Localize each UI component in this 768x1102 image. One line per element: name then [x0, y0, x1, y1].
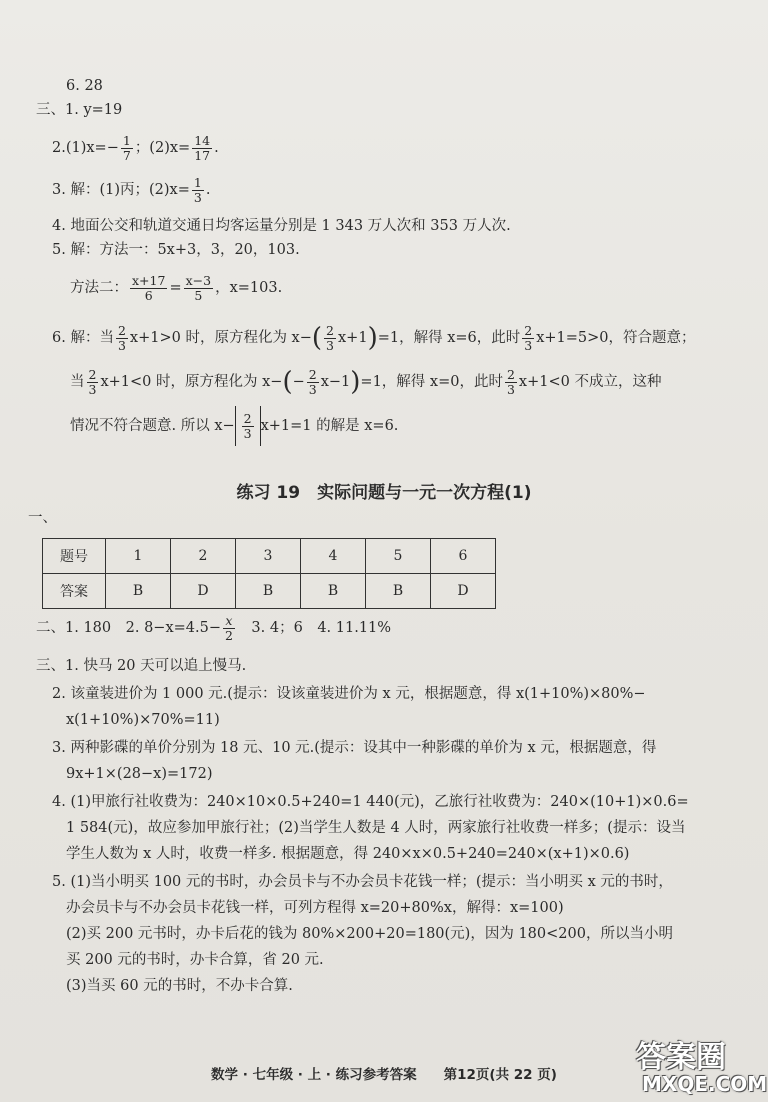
- table-cell: 4: [301, 539, 366, 574]
- section-one-label: 一、: [28, 510, 57, 526]
- section-three-q3: 3. 两种影碟的单价分别为 18 元、10 元.(提示：设其中一种影碟的单价为 x 元，根据题意，得: [52, 740, 657, 756]
- watermark-url: MXQE.COM: [642, 1072, 768, 1096]
- table-cell: 5: [366, 539, 431, 574]
- section-three-q2-cont: x(1+10%)×70%=11): [66, 712, 220, 728]
- table-cell: B: [301, 574, 366, 609]
- item-3-1: 三、1. y=19: [36, 102, 123, 118]
- watermark-logo: [636, 1032, 768, 1096]
- section-three-q4: 4. (1)甲旅行社收费为：240×10×0.5+240=1 440(元)，乙旅行社收费为：240×(10+1)×0.6=: [52, 794, 689, 810]
- section-three-q2: 2. 该童装进价为 1 000 元.(提示：设该童装进价为 x 元，根据题意，得 x(1+10%)×80%−: [52, 686, 646, 702]
- item-3-6-line1: 6. 解：当 $\frac{2}{3}$ x+1>0 时，原方程化为 x−( $\frac{2}{3}$ x+1)=1，解得 x=6，此时 $\frac{2}{3}$ x+1=5>0，符合题意；: [52, 322, 696, 353]
- table-row: [43, 574, 496, 609]
- item-3-3: 3. 解：(1)丙；(2)x= $\frac{1}{3}$ .: [52, 174, 211, 205]
- table-cell: B: [236, 574, 301, 609]
- table-cell: B: [366, 574, 431, 609]
- table-cell: 题号: [43, 539, 106, 574]
- table-cell: B: [106, 574, 171, 609]
- page-footer: 数学 · 七年级 · 上 · 练习参考答案 第12页(共 22 页): [211, 1067, 557, 1083]
- table-cell: D: [171, 574, 236, 609]
- table-cell: 答案: [43, 574, 106, 609]
- section-three-q3-cont: 9x+1×(28−x)=172): [66, 766, 213, 782]
- table-cell: 3: [236, 539, 301, 574]
- table-cell: D: [431, 574, 496, 609]
- section-three-q5-cont4: (3)当买 60 元的书时，不办卡合算.: [66, 978, 293, 994]
- item-3-5: 5. 解：方法一：5x+3，3，20，103.: [52, 242, 300, 258]
- exercise-title: 练习 19 实际问题与一元一次方程(1): [236, 483, 532, 503]
- item-6-28: 6. 28: [66, 78, 103, 94]
- watermark-text: 答案圈: [636, 1040, 726, 1075]
- section-three-q5-cont3: 买 200 元的书时，办卡合算，省 20 元.: [66, 952, 324, 968]
- item-3-6-line2: 当 $\frac{2}{3}$ x+1<0 时，原方程化为 x−(− $\frac{2}{3}$ x−1)=1，解得 x=0，此时 $\frac{2}{3}$ x+1<0 不成立，这种: [70, 366, 662, 397]
- section-two: 二、1. 180 2. 8−x=4.5− $\frac{x}{2}$ 3. 4；6 4. 11.11%: [36, 612, 392, 643]
- item-3-5-method2: 方法二： $\frac{x+17}{6}$ = $\frac{x-3}{5}$ ，x=103.: [70, 272, 283, 303]
- item-3-2: 2.(1)x=− $\frac{1}{7}$ ；(2)x= $\frac{14}{17}$ .: [52, 132, 219, 163]
- section-three-q4-cont1: 1 584(元)，故应参加甲旅行社；(2)当学生人数是 4 人时，两家旅行社收费一样多；(提示：设当: [66, 820, 686, 836]
- item-3-6-line3: 情况不符合题意. 所以 x− $\frac{2}{3}$ x+1=1 的解是 x=6.: [70, 406, 398, 446]
- table-cell: 1: [106, 539, 171, 574]
- table-cell: 2: [171, 539, 236, 574]
- section-three-q1: 三、1. 快马 20 天可以追上慢马.: [36, 658, 247, 674]
- answer-table: [42, 538, 496, 609]
- table-cell: 6: [431, 539, 496, 574]
- item-3-4: 4. 地面公交和轨道交通日均客运量分别是 1 343 万人次和 353 万人次.: [52, 218, 511, 234]
- section-three-q5-cont1: 办会员卡与不办会员卡花钱一样，可列方程得 x=20+80%x，解得：x=100): [66, 900, 564, 916]
- section-three-q5: 5. (1)当小明买 100 元的书时，办会员卡与不办会员卡花钱一样；(提示：当小明买 x 元的书时，: [52, 874, 673, 890]
- section-three-q4-cont2: 学生人数为 x 人时，收费一样多. 根据题意，得 240×x×0.5+240=240×(x+1)×0.6): [66, 846, 630, 862]
- section-three-q5-cont2: (2)买 200 元书时，办卡后花的钱为 80%×200+20=180(元)，因为 180<200，所以当小明: [66, 926, 673, 942]
- table-row: [43, 539, 496, 574]
